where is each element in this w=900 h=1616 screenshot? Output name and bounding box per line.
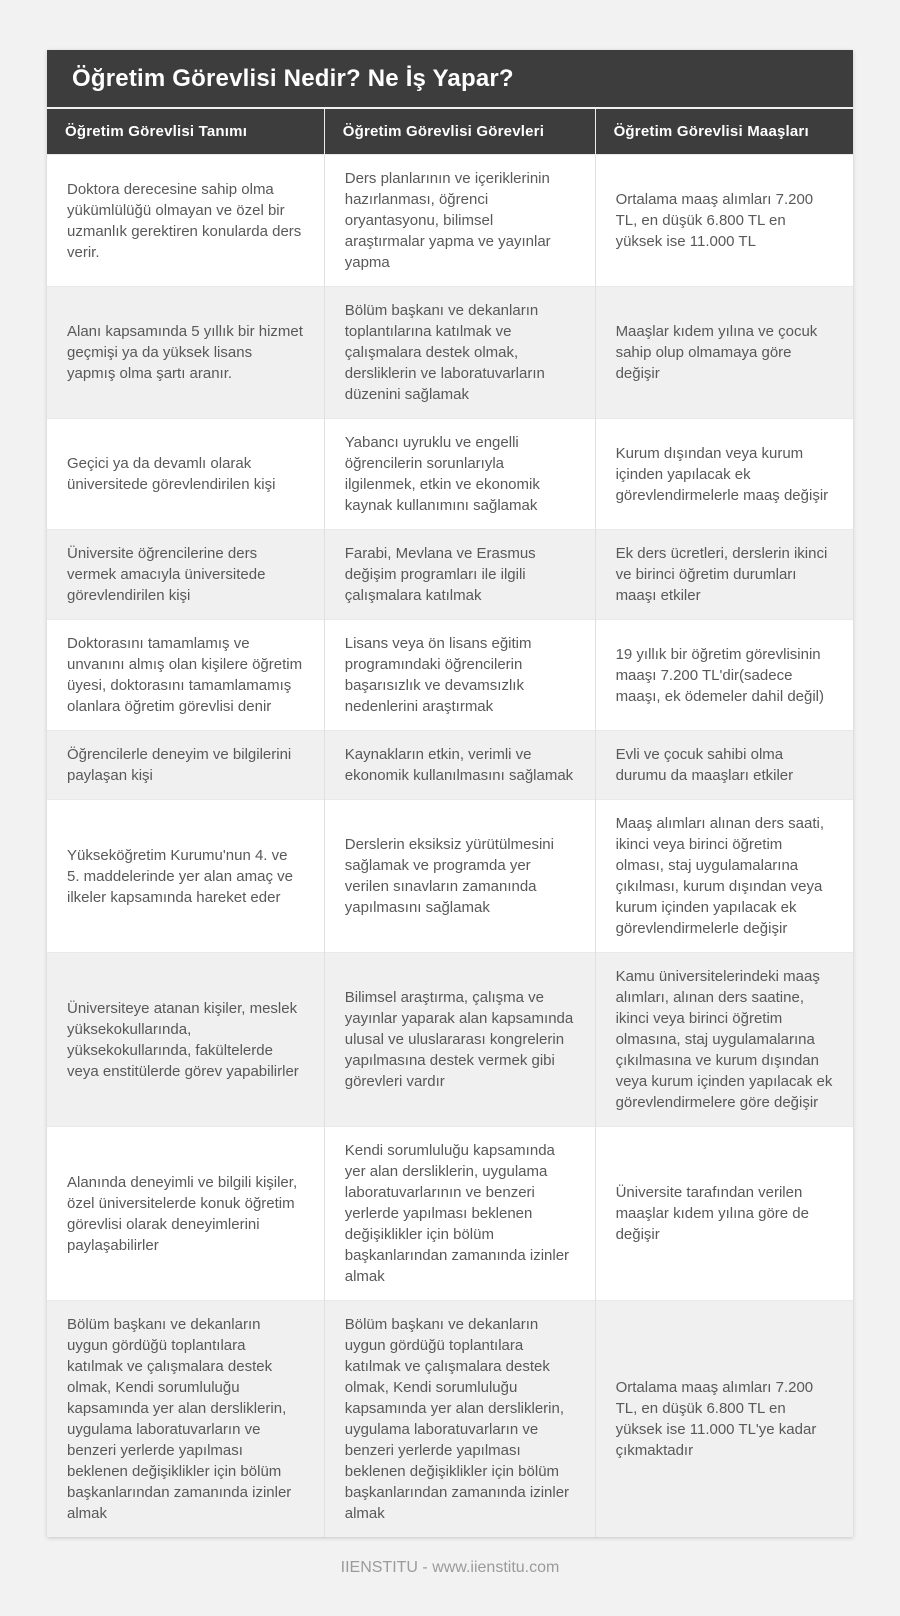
cell-salary: Kamu üniversitelerindeki maaş alımları, alınan ders saatine, ikinci veya birinci öğretim olmasına, staj uygulamalarına çıkılmasına ve kurum dışından veya kurum içinden yapılacak ek görevlendirmelere göre değişir <box>595 953 853 1127</box>
table-row <box>47 800 853 953</box>
lecturer-info-table <box>47 109 853 1537</box>
cell-definition: Doktorasını tamamlamış ve unvanını almış olan kişilere öğretim üyesi, doktorasını tamamlamamış olanlara öğretim görevlisi denir <box>47 620 324 731</box>
column-header-salaries: Öğretim Görevlisi Maaşları <box>595 109 853 155</box>
table-row <box>47 287 853 419</box>
footer-credit: IIENSTITU - www.iienstitu.com <box>340 1559 560 1576</box>
cell-definition: Alanı kapsamında 5 yıllık bir hizmet geçmişi ya da yüksek lisans yapmış olma şartı aranır. <box>47 287 324 419</box>
cell-duties: Lisans veya ön lisans eğitim programındaki öğrencilerin başarısızlık ve devamsızlık nedenlerini araştırmak <box>324 620 595 731</box>
table-row <box>47 419 853 530</box>
column-header-duties: Öğretim Görevlisi Görevleri <box>324 109 595 155</box>
cell-salary: Maaşlar kıdem yılına ve çocuk sahip olup olmamaya göre değişir <box>595 287 853 419</box>
table-row <box>47 1301 853 1538</box>
cell-salary: Ortalama maaş alımları 7.200 TL, en düşük 6.800 TL en yüksek ise 11.000 TL'ye kadar çıkmaktadır <box>595 1301 853 1538</box>
cell-salary: Maaş alımları alınan ders saati, ikinci veya birinci öğretim olması, staj uygulamalarına çıkılması, kurum dışından veya kurum içinden yapılacak ek görevlendirmelerle değişir <box>595 800 853 953</box>
info-card <box>47 50 853 1537</box>
page-title: Öğretim Görevlisi Nedir? Ne İş Yapar? <box>47 50 853 109</box>
cell-salary: Kurum dışından veya kurum içinden yapılacak ek görevlendirmelerle maaş değişir <box>595 419 853 530</box>
cell-definition: Doktora derecesine sahip olma yükümlülüğü olmayan ve özel bir uzmanlık gerektiren konularda ders verir. <box>47 155 324 287</box>
cell-duties: Ders planlarının ve içeriklerinin hazırlanması, öğrenci oryantasyonu, bilimsel araştırmalar yapma ve yayınlar yapma <box>324 155 595 287</box>
cell-duties: Bölüm başkanı ve dekanların uygun gördüğü toplantılara katılmak ve çalışmalara destek olmak, Kendi sorumluluğu kapsamında yer alan dersliklerin, uygulama laboratuvarların ve benzeri yerlerde yapılması beklenen değişiklikler için bölüm başkanlarından zamanında izinler almak <box>324 1301 595 1538</box>
table-header-row <box>47 109 853 155</box>
cell-salary: Ek ders ücretleri, derslerin ikinci ve birinci öğretim durumları maaşı etkiler <box>595 530 853 620</box>
table-row <box>47 731 853 800</box>
cell-definition: Üniversiteye atanan kişiler, meslek yüksekokullarında, yüksekokullarında, fakültelerde veya enstitülerde görev yapabilirler <box>47 953 324 1127</box>
cell-duties: Derslerin eksiksiz yürütülmesini sağlamak ve programda yer verilen sınavların zamanında yapılmasını sağlamak <box>324 800 595 953</box>
cell-duties: Kaynakların etkin, verimli ve ekonomik kullanılmasını sağlamak <box>324 731 595 800</box>
table-row <box>47 620 853 731</box>
cell-salary: Ortalama maaş alımları 7.200 TL, en düşük 6.800 TL en yüksek ise 11.000 TL <box>595 155 853 287</box>
table-row <box>47 155 853 287</box>
cell-duties: Kendi sorumluluğu kapsamında yer alan dersliklerin, uygulama laboratuvarlarının ve benzeri yerlerde yapılması beklenen değişiklikler için bölüm başkanlarından zamanında izinler almak <box>324 1127 595 1301</box>
cell-salary: Evli ve çocuk sahibi olma durumu da maaşları etkiler <box>595 731 853 800</box>
cell-definition: Geçici ya da devamlı olarak üniversitede görevlendirilen kişi <box>47 419 324 530</box>
cell-duties: Farabi, Mevlana ve Erasmus değişim programları ile ilgili çalışmalara katılmak <box>324 530 595 620</box>
cell-definition: Yükseköğretim Kurumu'nun 4. ve 5. maddelerinde yer alan amaç ve ilkeler kapsamında hareket eder <box>47 800 324 953</box>
table-row <box>47 530 853 620</box>
cell-duties: Bölüm başkanı ve dekanların toplantılarına katılmak ve çalışmalara destek olmak, dersliklerin ve laboratuvarların düzenini sağlamak <box>324 287 595 419</box>
cell-definition: Alanında deneyimli ve bilgili kişiler, özel üniversitelerde konuk öğretim görevlisi olarak deneyimlerini paylaşabilirler <box>47 1127 324 1301</box>
cell-duties: Bilimsel araştırma, çalışma ve yayınlar yaparak alan kapsamında ulusal ve uluslararası kongrelerin yapılmasına destek vermek gibi görevleri vardır <box>324 953 595 1127</box>
cell-salary: Üniversite tarafından verilen maaşlar kıdem yılına göre de değişir <box>595 1127 853 1301</box>
cell-definition: Üniversite öğrencilerine ders vermek amacıyla üniversitede görevlendirilen kişi <box>47 530 324 620</box>
cell-definition: Bölüm başkanı ve dekanların uygun gördüğü toplantılara katılmak ve çalışmalara destek olmak, Kendi sorumluluğu kapsamında yer alan dersliklerin, uygulama laboratuvarların ve benzeri yerlerde yapılması beklenen değişiklikler için bölüm başkanlarından zamanında izinler almak <box>47 1301 324 1538</box>
cell-definition: Öğrencilerle deneyim ve bilgilerini paylaşan kişi <box>47 731 324 800</box>
table-row <box>47 1127 853 1301</box>
cell-duties: Yabancı uyruklu ve engelli öğrencilerin sorunlarıyla ilgilenmek, etkin ve ekonomik kaynak kullanımını sağlamak <box>324 419 595 530</box>
cell-salary: 19 yıllık bir öğretim görevlisinin maaşı 7.200 TL'dir(sadece maaşı, ek ödemeler dahil değil) <box>595 620 853 731</box>
column-header-definition: Öğretim Görevlisi Tanımı <box>47 109 324 155</box>
table-row <box>47 953 853 1127</box>
